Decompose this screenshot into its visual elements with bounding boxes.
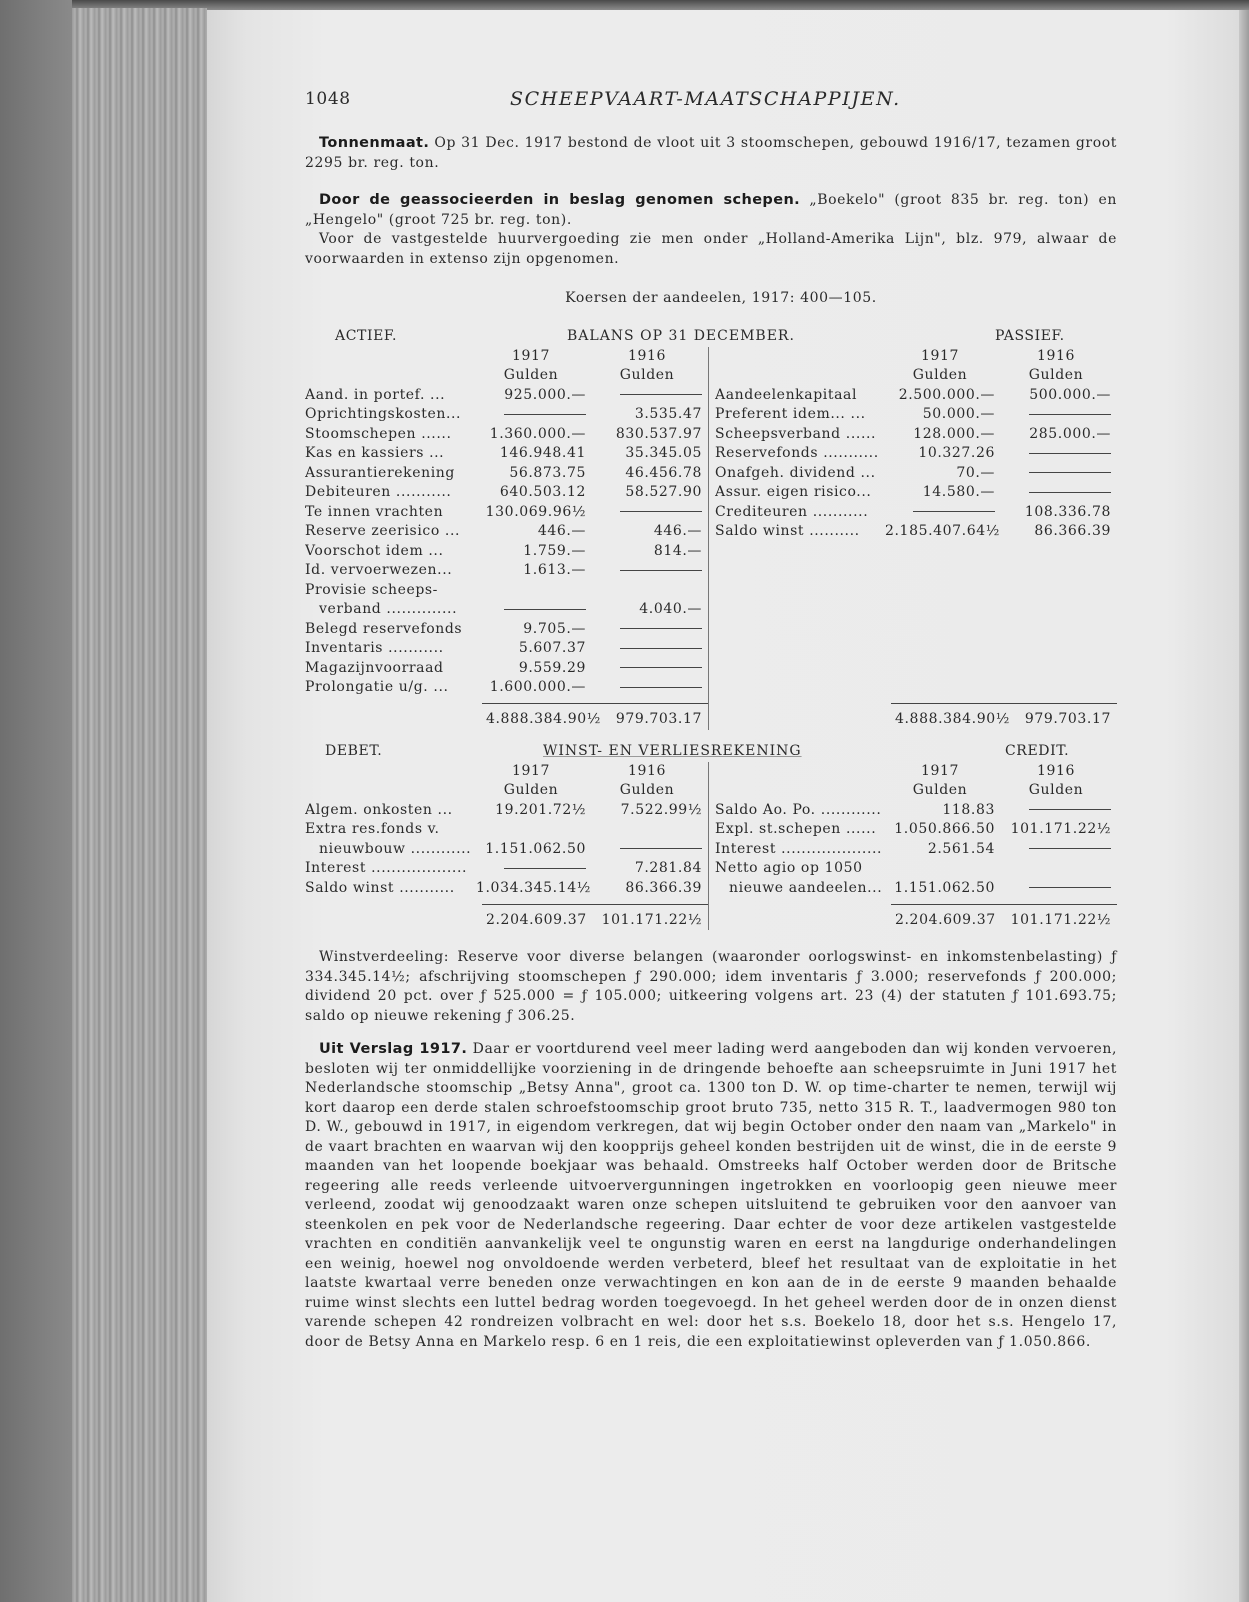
unit-label: Gulden (619, 782, 675, 798)
actief-row (305, 503, 708, 523)
value-1916 (1001, 879, 1117, 899)
value-1917: 1.613.— (523, 562, 586, 578)
value-1916 (592, 840, 708, 860)
debet-column (305, 762, 708, 931)
row-label: Saldo winst ........... (305, 879, 455, 896)
total-credit-1916: 101.171.22½ (1010, 911, 1111, 928)
year-1916: 1916 (627, 347, 667, 364)
credit-row (715, 820, 1117, 840)
nil-dash (1029, 848, 1111, 849)
value-1917: 56.873.75 (509, 464, 586, 481)
row-label: Assur. eigen risico... (715, 484, 872, 500)
actief-total-row (305, 708, 708, 730)
nil-dash (1029, 809, 1111, 810)
passief-total-row (715, 708, 1117, 730)
nil-dash (620, 394, 702, 395)
credit-row (715, 859, 1117, 879)
value-1917: 1.151.062.50 (894, 879, 995, 896)
value-1917 (476, 600, 592, 620)
row-label: Algem. onkosten ... (305, 801, 453, 818)
row-label: Kas en kassiers ... (305, 445, 445, 461)
year-1917: 1917 (920, 762, 960, 779)
actief-row (305, 561, 708, 581)
passief-row (715, 503, 1117, 523)
credit-column (708, 762, 1117, 931)
year-1917: 1917 (511, 347, 551, 364)
passief-column (708, 347, 1117, 730)
value-1917 (885, 503, 1001, 523)
nil-dash (1029, 453, 1111, 454)
value-1917: 1.034.345.14½ (476, 879, 591, 896)
nil-dash (620, 687, 702, 688)
passief-row (715, 425, 1117, 445)
row-label: Interest ................... (305, 860, 468, 876)
beslag-text: „Boekelo" (groot 835 br. reg. ton) en „Hengelo" (groot 725 br. reg. ton). (305, 192, 1117, 228)
row-label: Assurantierekening (305, 464, 455, 481)
row-label: Extra res.fonds v. (305, 821, 440, 837)
value-1917: 925.000.— (504, 386, 586, 403)
value-1916: 86.366.39 (625, 879, 702, 896)
value-1916 (592, 561, 708, 581)
verslag-paragraph (305, 1040, 1117, 1352)
year-1917: 1917 (920, 347, 960, 364)
passief-row (715, 464, 1117, 484)
row-label: Expl. st.schepen ...... (715, 821, 877, 837)
book-spine (0, 0, 72, 1602)
page-right-edge (1239, 10, 1249, 1602)
value-1916: 46.456.78 (625, 464, 702, 481)
value-1916 (592, 639, 708, 659)
row-label: Oprichtingskosten... (305, 406, 462, 422)
unit-label: Gulden (503, 367, 559, 383)
debet-row (305, 879, 708, 899)
tonnenmaat-paragraph (305, 134, 1117, 173)
value-1917: 10.327.26 (918, 445, 995, 461)
row-label: Aand. in portef. ... (305, 386, 446, 403)
value-1916: 7.281.84 (634, 860, 702, 876)
row-label: Stoomschepen ...... (305, 425, 452, 442)
row-label: nieuwbouw ............ (319, 840, 472, 857)
row-label: Inventaris ........... (305, 640, 444, 656)
beslag-paragraph (305, 191, 1117, 230)
value-1916: 3.535.47 (634, 406, 702, 422)
debet-row (305, 820, 708, 840)
winst-table (305, 762, 1117, 931)
total-passief-1917: 4.888.384.90½ (895, 711, 1010, 727)
passief-title: PASSIEF. (995, 327, 1065, 344)
value-1917: 446.— (537, 523, 586, 539)
value-1916: 830.537.97 (615, 425, 702, 442)
value-1916 (1001, 464, 1117, 484)
value-1917: 70.— (956, 464, 995, 481)
koersen-line: Koersen der aandeelen, 1917: 400—105. (565, 290, 877, 306)
value-1916 (1001, 483, 1117, 503)
actief-row (305, 620, 708, 640)
passief-row (715, 522, 1117, 542)
value-1917: 5.607.37 (518, 640, 586, 656)
page-number: 1048 (305, 89, 351, 109)
unit-label: Gulden (912, 782, 968, 798)
credit-title: CREDIT. (1005, 742, 1070, 759)
value-1916 (1001, 801, 1117, 821)
row-label: Scheepsverband ...... (715, 425, 877, 442)
actief-row (305, 678, 708, 698)
year-1917: 1917 (511, 762, 551, 779)
beslag-paragraph-2: Voor de vastgestelde huurvergoeding zie men onder „Holland-Amerika Lijn", blz. 979, alwaar de voorwaarden in extenso zijn opgenomen. (305, 231, 1117, 267)
passief-row (715, 386, 1117, 406)
running-head: SCHEEPVAART-MAATSCHAPPIJEN. (510, 88, 901, 110)
year-1916: 1916 (627, 762, 667, 779)
unit-label: Gulden (1028, 782, 1084, 798)
value-1917: 2.500.000.— (898, 386, 995, 403)
value-1916 (592, 659, 708, 679)
nil-dash (504, 609, 586, 610)
actief-row (305, 464, 708, 484)
total-actief-1916: 979.703.17 (615, 711, 702, 727)
page-edges (72, 8, 207, 1602)
nil-dash (1029, 472, 1111, 473)
balans-table (305, 347, 1117, 730)
value-1916 (1001, 405, 1117, 425)
row-label: Netto agio op 1050 (715, 860, 863, 876)
page-header (305, 90, 1117, 120)
debet-title: DEBET. (325, 742, 383, 759)
value-1917: 1.600.000.— (489, 679, 586, 695)
actief-row (305, 581, 708, 601)
row-label: Provisie scheeps- (305, 581, 439, 598)
row-label: Debiteuren ........... (305, 484, 452, 500)
row-label: nieuwe aandeelen... (729, 879, 883, 896)
winstverdeeling-paragraph: Winstverdeeling: Reserve voor diverse belangen (waaronder oorlogswinst- en inkomstenbelasting) ƒ 334.345.14½; afschrijving stoomschepen ƒ 290.000; idem inventaris ƒ 3.000; reservefonds ƒ 200.000; dividend 20 pct. over ƒ 525.000 = ƒ 105.000; uitkeering volgens art. 23 (4) der statuten ƒ 101.693.75; saldo op nieuwe rekening ƒ 306.25. (305, 949, 1117, 1024)
passief-row (715, 483, 1117, 503)
nil-dash (620, 848, 702, 849)
credit-row (715, 840, 1117, 860)
actief-column (305, 347, 708, 730)
tonnenmaat-text: Op 31 Dec. 1917 bestond de vloot uit 3 stoomschepen, gebouwd 1916/17, tezamen groot 2295 br. reg. ton. (305, 135, 1117, 171)
value-1917: 9.559.29 (518, 659, 586, 676)
passief-row (715, 444, 1117, 464)
value-1916: 101.171.22½ (1010, 821, 1111, 837)
nil-dash (620, 667, 702, 668)
nil-dash (620, 648, 702, 649)
value-1916 (592, 620, 708, 640)
actief-row (305, 405, 708, 425)
row-label: Belegd reservefonds (305, 620, 463, 637)
debet-row (305, 801, 708, 821)
value-1916 (592, 503, 708, 523)
nil-dash (504, 414, 586, 415)
row-label: Reserve zeerisico ... (305, 523, 461, 539)
row-label: Aandeelenkapitaal (715, 386, 858, 403)
total-debet-1917: 2.204.609.37 (486, 911, 587, 928)
row-label: Interest .................... (715, 840, 883, 857)
value-1917: 2.185.407.64½ (885, 523, 1000, 539)
year-1916: 1916 (1036, 762, 1076, 779)
unit-label: Gulden (1028, 367, 1084, 383)
value-1916: 86.366.39 (1034, 523, 1111, 539)
value-1917 (476, 405, 592, 425)
actief-row (305, 522, 708, 542)
debet-row (305, 840, 708, 860)
value-1916: 500.000.— (1029, 386, 1111, 403)
credit-row (715, 879, 1117, 899)
total-passief-1916: 979.703.17 (1024, 711, 1111, 727)
winst-header (305, 742, 1117, 762)
actief-row (305, 600, 708, 620)
value-1917: 128.000.— (913, 425, 995, 442)
value-1917: 14.580.— (922, 484, 995, 500)
row-label: Magazijnvoorraad (305, 659, 444, 676)
total-actief-1917: 4.888.384.90½ (486, 711, 601, 727)
row-label: Reservefonds ........... (715, 445, 879, 461)
row-label: Saldo winst .......... (715, 523, 860, 539)
winst-title: WINST- EN VERLIESREKENING (543, 742, 802, 759)
credit-total-row (715, 908, 1117, 930)
balans-header (305, 327, 1117, 347)
row-label: Preferent idem... ... (715, 406, 866, 422)
actief-row (305, 444, 708, 464)
nil-dash (1029, 414, 1111, 415)
value-1917: 1.151.062.50 (485, 840, 586, 857)
value-1917: 118.83 (942, 801, 995, 818)
nil-dash (1029, 887, 1111, 888)
value-1916: 814.— (653, 542, 702, 559)
actief-row (305, 639, 708, 659)
value-1916: 58.527.90 (625, 484, 702, 500)
value-1916: 108.336.78 (1024, 503, 1111, 520)
year-1916: 1916 (1036, 347, 1076, 364)
total-debet-1916: 101.171.22½ (601, 911, 702, 928)
nil-dash (1029, 492, 1111, 493)
value-1916 (592, 386, 708, 406)
nil-dash (913, 511, 995, 512)
value-1917: 640.503.12 (499, 484, 586, 500)
actief-row (305, 386, 708, 406)
value-1916: 35.345.05 (625, 445, 702, 461)
row-label: Te innen vrachten (305, 503, 444, 520)
row-label: Crediteuren ........... (715, 503, 869, 520)
row-label: Voorschot idem ... (305, 542, 444, 559)
total-credit-1917: 2.204.609.37 (895, 911, 996, 928)
actief-title: ACTIEF. (335, 327, 398, 344)
value-1917 (476, 859, 592, 879)
value-1916: 446.— (653, 523, 702, 539)
value-1917: 19.201.72½ (495, 801, 586, 818)
value-1917: 1.360.000.— (489, 425, 586, 442)
actief-row (305, 542, 708, 562)
debet-row (305, 859, 708, 879)
value-1916 (592, 678, 708, 698)
beslag-heading: Door de geassocieerden in beslag genomen schepen. (319, 192, 801, 208)
nil-dash (504, 868, 586, 869)
value-1917: 2.561.54 (927, 840, 995, 857)
debet-total-row (305, 908, 708, 930)
row-label: Saldo Ao. Po. ............ (715, 801, 882, 818)
value-1917: 146.948.41 (499, 445, 586, 461)
nil-dash (620, 570, 702, 571)
value-1917: 50.000.— (922, 406, 995, 422)
passief-row (715, 405, 1117, 425)
actief-row (305, 425, 708, 445)
verslag-text: Daar er voortdurend veel meer lading werd aangeboden dan wij konden vervoeren, besloten wij ter onmiddellijke voorziening in de dringende behoefte aan scheepsruimte in Juni 1917 het Nederlandsche stoomschip „Betsy Anna", groot ca. 1300 ton D. W. op time-charter te nemen, terwijl wij kort daarop een derde stalen schroefstoomschip groot bruto 735, netto 315 R. T., laadvermogen 980 ton D. W., gebouwd in 1917, in eigendom verkregen, dat wij begin October onder den naam van „Markelo" in de vaart brachten en waarvan wij den koopprijs geheel konden bestrijden uit de winst, die in de eerste 9 maanden van het loopende boekjaar was behaald. Omstreeks half October werden door de Britsche regeering alle reeds verleende uitvoervergunningen ingetrokken en voorloopig geen nieuwe meer verleend, zoodat wij genoodzaakt waren onze schepen uitsluitend te gebruiken voor den aanvoer van steenkolen en pek voor de Nederlandsche regeering. Daar echter de voor deze artikelen vastgestelde vrachten en conditiën aanvankelijk veel te ongunstig waren en eerst na langdurige onderhandelingen een weinig, hoewel nog onvoldoende werden verbeterd, bleef het resultaat van de exploitatie in het laatste kwartaal verre beneden onze verwachtingen en kon aan de in de eerste 9 maanden behaalde ruime winst slechts een luttel bedrag worden toegevoegd. In het geheel werden door de in onzen dienst varende schepen 42 rondreizen volbracht en wel: door het s.s. Boekelo 18, door het s.s. Hengelo 17, door de Betsy Anna en Markelo resp. 6 en 1 reis, die een exploitatiewinst opleverden van ƒ 1.050.866. (305, 1041, 1117, 1350)
row-label: Prolongatie u/g. ... (305, 679, 449, 695)
value-1916: 7.522.99½ (620, 801, 702, 818)
value-1916: 285.000.— (1029, 425, 1111, 442)
actief-row (305, 483, 708, 503)
balans-title: BALANS OP 31 DECEMBER. (567, 327, 795, 344)
value-1917: 1.050.866.50 (894, 821, 995, 837)
value-1917: 9.705.— (523, 620, 586, 637)
actief-row (305, 659, 708, 679)
row-label: verband .............. (319, 601, 458, 617)
value-1917: 130.069.96½ (485, 503, 586, 520)
value-1916: 4.040.— (639, 601, 702, 617)
unit-label: Gulden (619, 367, 675, 383)
nil-dash (620, 511, 702, 512)
value-1916 (1001, 840, 1117, 860)
nil-dash (620, 628, 702, 629)
verslag-heading: Uit Verslag 1917. (319, 1041, 468, 1057)
unit-label: Gulden (912, 367, 968, 383)
row-label: Onafgeh. dividend ... (715, 464, 876, 481)
row-label: Id. vervoerwezen... (305, 562, 453, 578)
value-1917: 1.759.— (523, 542, 586, 559)
credit-row (715, 801, 1117, 821)
tonnenmaat-heading: Tonnenmaat. (319, 135, 430, 151)
page-content (305, 90, 1117, 1352)
unit-label: Gulden (503, 782, 559, 798)
value-1916 (1001, 444, 1117, 464)
